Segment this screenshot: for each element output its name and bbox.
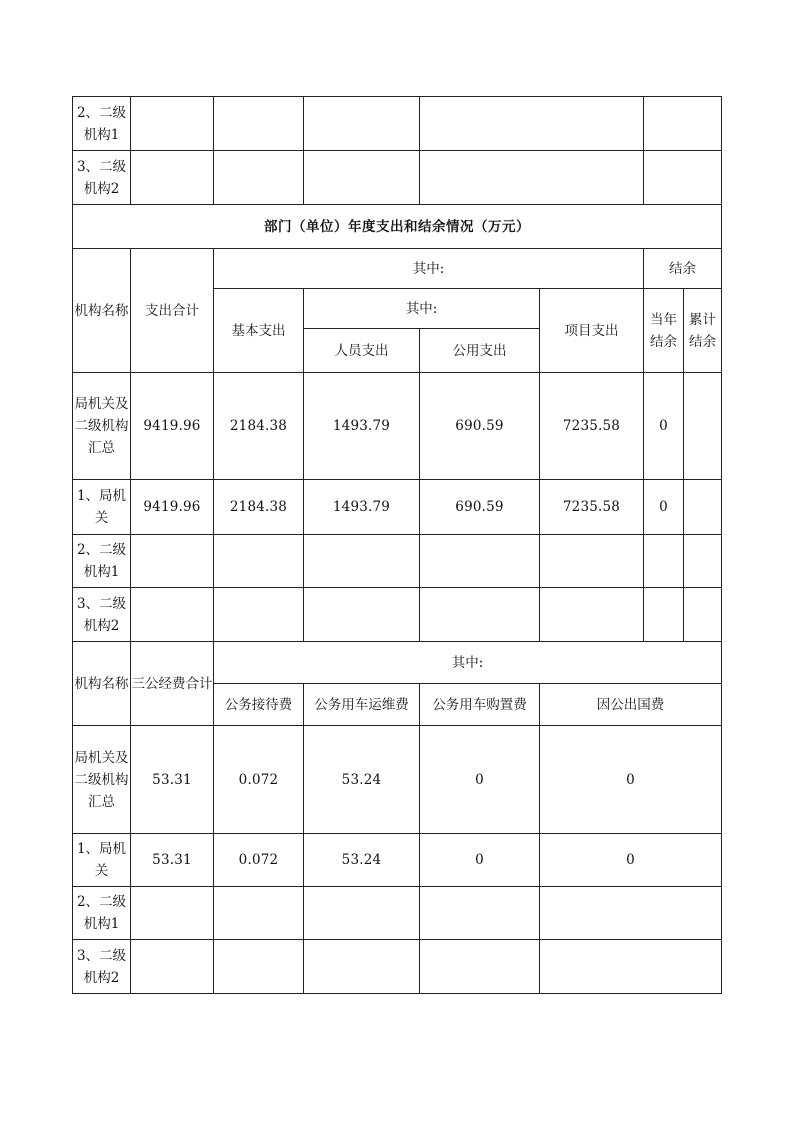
cumulative-cell xyxy=(684,480,722,535)
table-cell xyxy=(304,588,420,642)
table-cell xyxy=(214,588,304,642)
header-vehicle-purchase: 公务用车购置费 xyxy=(420,684,540,726)
institution-name-cell: 3、二级机构2 xyxy=(73,940,131,994)
table-cell xyxy=(644,151,722,205)
vehicle-ops-cell: 53.24 xyxy=(304,834,420,887)
total-cell: 9419.96 xyxy=(131,373,214,480)
table-cell xyxy=(684,535,722,588)
table-row xyxy=(73,940,722,994)
table-cell xyxy=(420,940,540,994)
header-row xyxy=(73,249,722,289)
table-row xyxy=(73,887,722,940)
header-project: 项目支出 xyxy=(540,289,644,373)
table-cell xyxy=(420,887,540,940)
table-cell xyxy=(304,940,420,994)
table-row xyxy=(73,726,722,834)
table-cell xyxy=(304,887,420,940)
total-cell: 9419.96 xyxy=(131,480,214,535)
header-current-year: 当年结余 xyxy=(644,289,684,373)
public-cell: 690.59 xyxy=(420,480,540,535)
table-row xyxy=(73,480,722,535)
table-cell xyxy=(644,97,722,151)
table-cell xyxy=(420,151,644,205)
header-abroad: 因公出国费 xyxy=(540,684,722,726)
section-title: 部门（单位）年度支出和结余情况（万元） xyxy=(73,205,722,249)
header-personnel: 人员支出 xyxy=(304,329,420,373)
personnel-cell: 1493.79 xyxy=(304,373,420,480)
basic-cell: 2184.38 xyxy=(214,480,304,535)
institution-name-cell: 1、局机关 xyxy=(73,834,131,887)
project-cell: 7235.58 xyxy=(540,373,644,480)
table-cell xyxy=(131,588,214,642)
table-cell xyxy=(214,887,304,940)
table-cell xyxy=(131,940,214,994)
table-cell xyxy=(131,535,214,588)
table-cell xyxy=(214,940,304,994)
header-public: 公用支出 xyxy=(420,329,540,373)
header-institution: 机构名称 xyxy=(73,642,131,726)
vehicle-purchase-cell: 0 xyxy=(420,726,540,834)
table-cell xyxy=(131,887,214,940)
table-cell xyxy=(131,151,214,205)
table-cell xyxy=(304,535,420,588)
table-row xyxy=(73,535,722,588)
institution-name-cell: 1、局机关 xyxy=(73,480,131,535)
header-of-which: 其中: xyxy=(214,642,722,684)
table-cell xyxy=(214,535,304,588)
public-cell: 690.59 xyxy=(420,373,540,480)
vehicle-purchase-cell: 0 xyxy=(420,834,540,887)
institution-name-cell: 3、二级机构2 xyxy=(73,151,131,205)
table-cell xyxy=(644,588,684,642)
institution-name-cell: 2、二级机构1 xyxy=(73,535,131,588)
table-cell xyxy=(420,535,540,588)
institution-name-cell: 2、二级机构1 xyxy=(73,887,131,940)
header-of-which: 其中: xyxy=(214,249,644,289)
table-row xyxy=(73,97,722,151)
header-reception: 公务接待费 xyxy=(214,684,304,726)
abroad-cell: 0 xyxy=(540,834,722,887)
current-year-cell: 0 xyxy=(644,373,684,480)
header-three-public-total: 三公经费合计 xyxy=(131,642,214,726)
three-public-total-cell: 53.31 xyxy=(131,834,214,887)
section-title-row xyxy=(73,205,722,249)
basic-cell: 2184.38 xyxy=(214,373,304,480)
personnel-cell: 1493.79 xyxy=(304,480,420,535)
table-row xyxy=(73,588,722,642)
table-row xyxy=(73,373,722,480)
table-row xyxy=(73,834,722,887)
table-cell xyxy=(540,940,722,994)
table-cell xyxy=(214,97,304,151)
header-row xyxy=(73,642,722,684)
reception-cell: 0.072 xyxy=(214,834,304,887)
table-cell xyxy=(540,887,722,940)
project-cell: 7235.58 xyxy=(540,480,644,535)
table-cell xyxy=(540,535,644,588)
current-year-cell: 0 xyxy=(644,480,684,535)
institution-name-cell: 局机关及二级机构汇总 xyxy=(73,373,131,480)
cumulative-cell xyxy=(684,373,722,480)
table-cell xyxy=(420,588,540,642)
table-cell xyxy=(540,588,644,642)
reception-cell: 0.072 xyxy=(214,726,304,834)
table-cell xyxy=(131,97,214,151)
header-total: 支出合计 xyxy=(131,249,214,373)
finance-table xyxy=(72,96,722,994)
header-of-which-2: 其中: xyxy=(304,289,540,329)
table-cell xyxy=(304,97,420,151)
table-cell xyxy=(684,588,722,642)
header-balance: 结余 xyxy=(644,249,722,289)
institution-name-cell: 3、二级机构2 xyxy=(73,588,131,642)
header-basic: 基本支出 xyxy=(214,289,304,373)
three-public-total-cell: 53.31 xyxy=(131,726,214,834)
header-vehicle-ops: 公务用车运维费 xyxy=(304,684,420,726)
abroad-cell: 0 xyxy=(540,726,722,834)
table-cell xyxy=(214,151,304,205)
table-cell xyxy=(304,151,420,205)
vehicle-ops-cell: 53.24 xyxy=(304,726,420,834)
institution-name-cell: 2、二级机构1 xyxy=(73,97,131,151)
table-row xyxy=(73,151,722,205)
table-cell xyxy=(420,97,644,151)
table-cell xyxy=(644,535,684,588)
header-institution: 机构名称 xyxy=(73,249,131,373)
institution-name-cell: 局机关及二级机构汇总 xyxy=(73,726,131,834)
header-cumulative: 累计结余 xyxy=(684,289,722,373)
